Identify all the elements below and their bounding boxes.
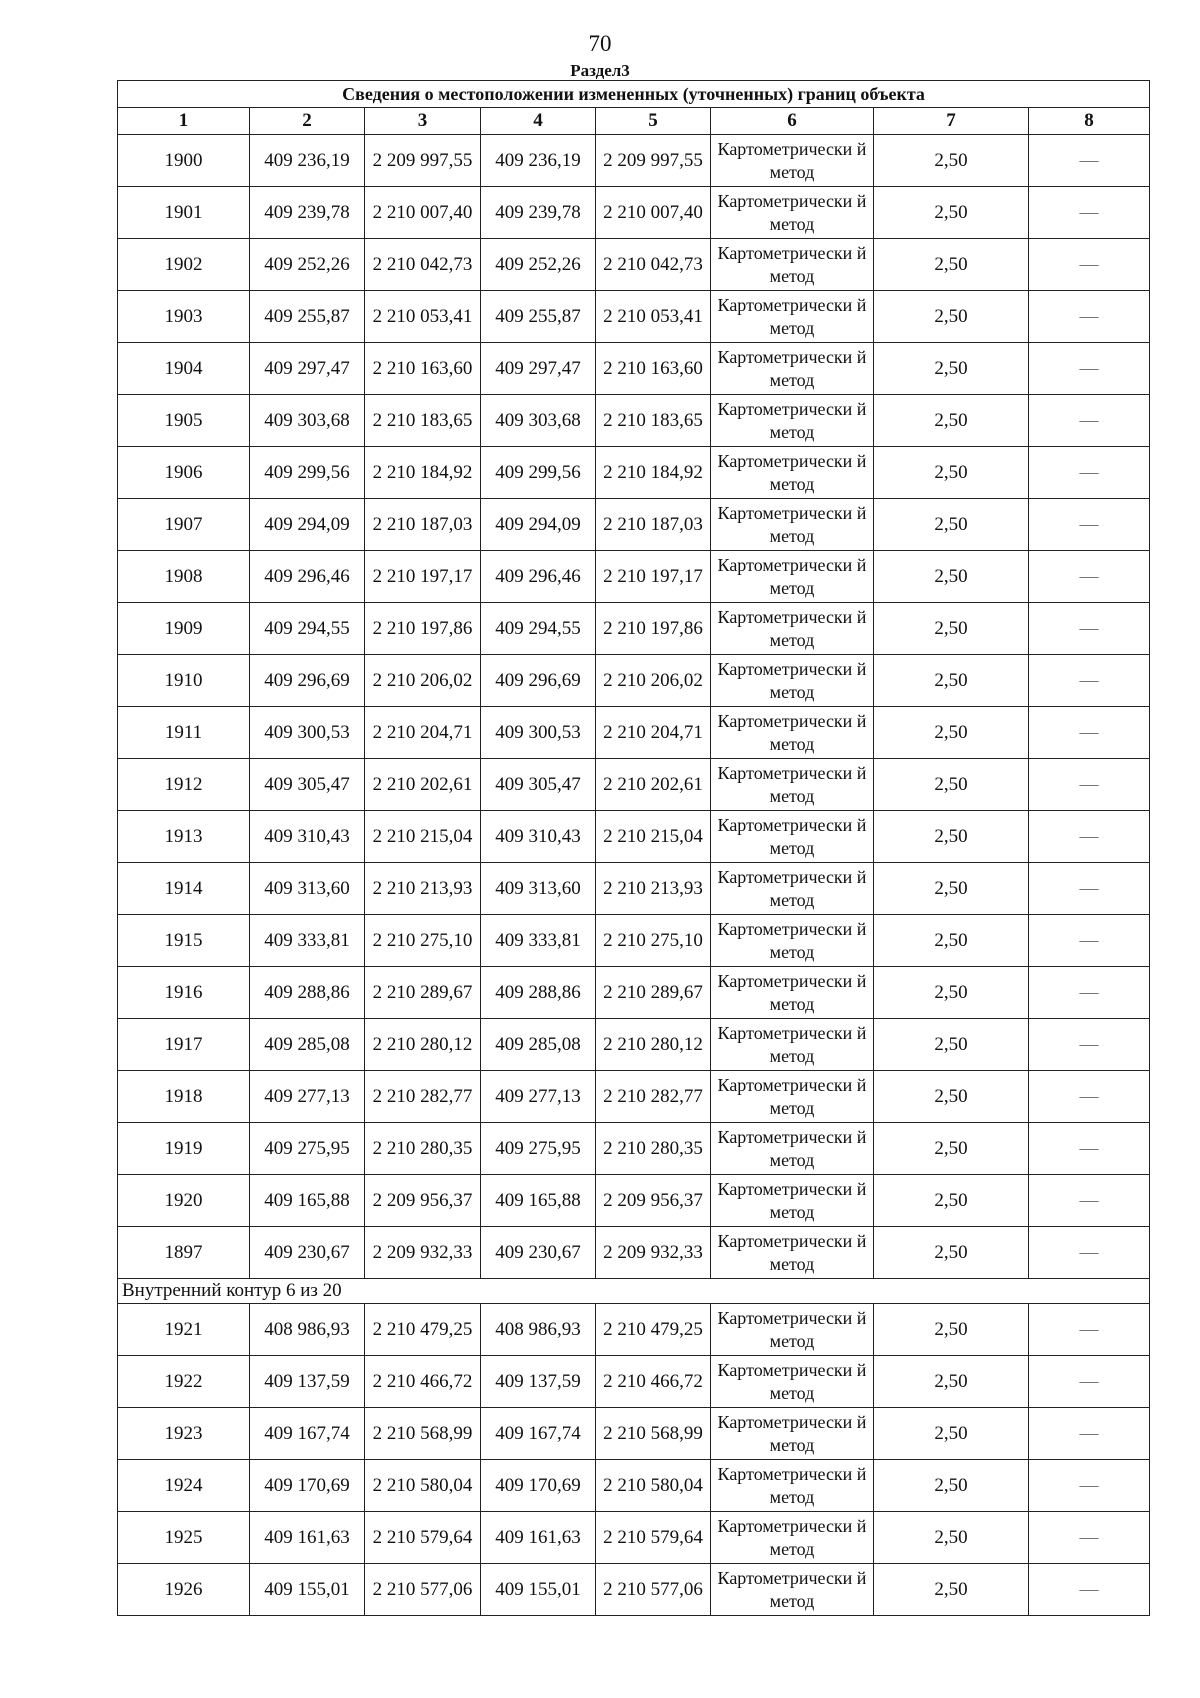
- x-new-cell: 409 303,68: [481, 395, 596, 447]
- point-number-cell: 1903: [118, 291, 250, 343]
- x-new-cell: 408 986,93: [481, 1304, 596, 1356]
- y-existing-cell: 2 210 042,73: [365, 239, 481, 291]
- x-new-cell: 409 305,47: [481, 759, 596, 811]
- y-existing-cell: 2 210 280,12: [365, 1019, 481, 1071]
- table-row: [118, 187, 1150, 239]
- x-new-cell: 409 310,43: [481, 811, 596, 863]
- x-new-cell: 409 137,59: [481, 1356, 596, 1408]
- description-cell: —: [1029, 447, 1150, 499]
- y-new-cell: 2 210 579,64: [596, 1512, 711, 1564]
- description-cell: —: [1029, 1460, 1150, 1512]
- x-existing-cell: 409 255,87: [250, 291, 365, 343]
- y-new-cell: 2 210 280,35: [596, 1123, 711, 1175]
- x-new-cell: 409 285,08: [481, 1019, 596, 1071]
- column-header-4: 4: [481, 108, 596, 135]
- y-new-cell: 2 210 577,06: [596, 1564, 711, 1616]
- x-new-cell: 409 155,01: [481, 1564, 596, 1616]
- accuracy-cell: 2,50: [874, 1175, 1029, 1227]
- page-number: 70: [588, 31, 612, 56]
- accuracy-cell: 2,50: [874, 1227, 1029, 1279]
- table-row: [118, 655, 1150, 707]
- x-new-cell: 409 252,26: [481, 239, 596, 291]
- y-new-cell: 2 210 213,93: [596, 863, 711, 915]
- y-existing-cell: 2 210 163,60: [365, 343, 481, 395]
- accuracy-cell: 2,50: [874, 343, 1029, 395]
- accuracy-cell: 2,50: [874, 1356, 1029, 1408]
- x-new-cell: 409 294,09: [481, 499, 596, 551]
- method-cell: Картометрически й метод: [711, 1071, 874, 1123]
- column-header-3: 3: [365, 108, 481, 135]
- x-existing-cell: 408 986,93: [250, 1304, 365, 1356]
- accuracy-cell: 2,50: [874, 395, 1029, 447]
- y-new-cell: 2 210 053,41: [596, 291, 711, 343]
- method-cell: Картометрически й метод: [711, 1460, 874, 1512]
- table-row: [118, 1175, 1150, 1227]
- accuracy-cell: 2,50: [874, 239, 1029, 291]
- description-cell: —: [1029, 1227, 1150, 1279]
- table-row: [118, 915, 1150, 967]
- point-number-cell: 1902: [118, 239, 250, 291]
- description-cell: —: [1029, 1408, 1150, 1460]
- method-cell: Картометрически й метод: [711, 291, 874, 343]
- table-row: [118, 135, 1150, 187]
- description-cell: —: [1029, 915, 1150, 967]
- point-number-cell: 1910: [118, 655, 250, 707]
- description-cell: —: [1029, 1356, 1150, 1408]
- y-existing-cell: 2 210 282,77: [365, 1071, 481, 1123]
- accuracy-cell: 2,50: [874, 1123, 1029, 1175]
- description-cell: —: [1029, 603, 1150, 655]
- point-number-cell: 1897: [118, 1227, 250, 1279]
- y-new-cell: 2 210 197,86: [596, 603, 711, 655]
- x-new-cell: 409 170,69: [481, 1460, 596, 1512]
- x-new-cell: 409 299,56: [481, 447, 596, 499]
- description-cell: —: [1029, 759, 1150, 811]
- method-cell: Картометрически й метод: [711, 135, 874, 187]
- description-cell: —: [1029, 811, 1150, 863]
- x-new-cell: 409 288,86: [481, 967, 596, 1019]
- method-cell: Картометрически й метод: [711, 551, 874, 603]
- point-number-cell: 1921: [118, 1304, 250, 1356]
- table-row: [118, 759, 1150, 811]
- y-existing-cell: 2 210 183,65: [365, 395, 481, 447]
- x-existing-cell: 409 155,01: [250, 1564, 365, 1616]
- point-number-cell: 1900: [118, 135, 250, 187]
- table-row: [118, 603, 1150, 655]
- point-number-cell: 1922: [118, 1356, 250, 1408]
- column-header-8: 8: [1029, 108, 1150, 135]
- x-existing-cell: 409 137,59: [250, 1356, 365, 1408]
- x-new-cell: 409 161,63: [481, 1512, 596, 1564]
- point-number-cell: 1913: [118, 811, 250, 863]
- column-header-1: 1: [118, 108, 250, 135]
- point-number-cell: 1905: [118, 395, 250, 447]
- point-number-cell: 1923: [118, 1408, 250, 1460]
- section-label: Раздел3: [570, 61, 630, 80]
- x-existing-cell: 409 167,74: [250, 1408, 365, 1460]
- x-new-cell: 409 296,69: [481, 655, 596, 707]
- accuracy-cell: 2,50: [874, 603, 1029, 655]
- method-cell: Картометрически й метод: [711, 1512, 874, 1564]
- table-row: [118, 967, 1150, 1019]
- method-cell: Картометрически й метод: [711, 343, 874, 395]
- table-row: [118, 1304, 1150, 1356]
- method-cell: Картометрически й метод: [711, 967, 874, 1019]
- accuracy-cell: 2,50: [874, 1071, 1029, 1123]
- x-new-cell: 409 239,78: [481, 187, 596, 239]
- point-number-cell: 1909: [118, 603, 250, 655]
- description-cell: —: [1029, 499, 1150, 551]
- method-cell: Картометрически й метод: [711, 1175, 874, 1227]
- accuracy-cell: 2,50: [874, 499, 1029, 551]
- table-row: [118, 1512, 1150, 1564]
- x-new-cell: 409 296,46: [481, 551, 596, 603]
- method-cell: Картометрически й метод: [711, 915, 874, 967]
- method-cell: Картометрически й метод: [711, 1019, 874, 1071]
- x-existing-cell: 409 303,68: [250, 395, 365, 447]
- x-new-cell: 409 236,19: [481, 135, 596, 187]
- point-number-cell: 1908: [118, 551, 250, 603]
- point-number-cell: 1907: [118, 499, 250, 551]
- contour-label: Внутренний контур 6 из 20: [118, 1279, 1150, 1304]
- point-number-cell: 1924: [118, 1460, 250, 1512]
- point-number-cell: 1916: [118, 967, 250, 1019]
- y-new-cell: 2 210 187,03: [596, 499, 711, 551]
- y-new-cell: 2 210 163,60: [596, 343, 711, 395]
- table-row: [118, 395, 1150, 447]
- description-cell: —: [1029, 1175, 1150, 1227]
- column-header-6: 6: [711, 108, 874, 135]
- y-existing-cell: 2 210 197,86: [365, 603, 481, 655]
- description-cell: —: [1029, 343, 1150, 395]
- accuracy-cell: 2,50: [874, 1019, 1029, 1071]
- y-new-cell: 2 210 289,67: [596, 967, 711, 1019]
- method-cell: Картометрически й метод: [711, 759, 874, 811]
- point-number-cell: 1926: [118, 1564, 250, 1616]
- description-cell: —: [1029, 655, 1150, 707]
- column-header-7: 7: [874, 108, 1029, 135]
- y-new-cell: 2 210 466,72: [596, 1356, 711, 1408]
- accuracy-cell: 2,50: [874, 863, 1029, 915]
- accuracy-cell: 2,50: [874, 1408, 1029, 1460]
- table-body-part-1: [118, 135, 1150, 1279]
- x-existing-cell: 409 288,86: [250, 967, 365, 1019]
- x-new-cell: 409 255,87: [481, 291, 596, 343]
- method-cell: Картометрически й метод: [711, 239, 874, 291]
- accuracy-cell: 2,50: [874, 1512, 1029, 1564]
- accuracy-cell: 2,50: [874, 915, 1029, 967]
- table-body-part-2: [118, 1304, 1150, 1616]
- accuracy-cell: 2,50: [874, 707, 1029, 759]
- table-row: [118, 551, 1150, 603]
- x-existing-cell: 409 294,09: [250, 499, 365, 551]
- x-existing-cell: 409 300,53: [250, 707, 365, 759]
- point-number-cell: 1917: [118, 1019, 250, 1071]
- y-new-cell: 2 210 202,61: [596, 759, 711, 811]
- point-number-cell: 1911: [118, 707, 250, 759]
- method-cell: Картометрически й метод: [711, 1408, 874, 1460]
- x-existing-cell: 409 333,81: [250, 915, 365, 967]
- method-cell: Картометрически й метод: [711, 811, 874, 863]
- y-existing-cell: 2 210 580,04: [365, 1460, 481, 1512]
- description-cell: —: [1029, 1071, 1150, 1123]
- table-row: [118, 499, 1150, 551]
- description-cell: —: [1029, 239, 1150, 291]
- contour-row: [118, 1279, 1150, 1304]
- y-existing-cell: 2 209 997,55: [365, 135, 481, 187]
- description-cell: —: [1029, 707, 1150, 759]
- accuracy-cell: 2,50: [874, 447, 1029, 499]
- y-existing-cell: 2 210 577,06: [365, 1564, 481, 1616]
- accuracy-cell: 2,50: [874, 1460, 1029, 1512]
- method-cell: Картометрически й метод: [711, 1356, 874, 1408]
- x-existing-cell: 409 296,46: [250, 551, 365, 603]
- y-new-cell: 2 210 568,99: [596, 1408, 711, 1460]
- y-new-cell: 2 210 184,92: [596, 447, 711, 499]
- description-cell: —: [1029, 1123, 1150, 1175]
- column-header-5: 5: [596, 108, 711, 135]
- table-row: [118, 447, 1150, 499]
- description-cell: —: [1029, 187, 1150, 239]
- y-new-cell: 2 210 204,71: [596, 707, 711, 759]
- method-cell: Картометрически й метод: [711, 395, 874, 447]
- x-existing-cell: 409 297,47: [250, 343, 365, 395]
- y-existing-cell: 2 209 932,33: [365, 1227, 481, 1279]
- table-row: [118, 1408, 1150, 1460]
- description-cell: —: [1029, 395, 1150, 447]
- y-existing-cell: 2 210 053,41: [365, 291, 481, 343]
- table-row: [118, 343, 1150, 395]
- method-cell: Картометрически й метод: [711, 1564, 874, 1616]
- x-existing-cell: 409 230,67: [250, 1227, 365, 1279]
- x-new-cell: 409 313,60: [481, 863, 596, 915]
- y-existing-cell: 2 210 289,67: [365, 967, 481, 1019]
- y-new-cell: 2 209 997,55: [596, 135, 711, 187]
- table-row: [118, 1123, 1150, 1175]
- x-new-cell: 409 165,88: [481, 1175, 596, 1227]
- y-existing-cell: 2 210 275,10: [365, 915, 481, 967]
- accuracy-cell: 2,50: [874, 1564, 1029, 1616]
- x-new-cell: 409 300,53: [481, 707, 596, 759]
- method-cell: Картометрически й метод: [711, 187, 874, 239]
- x-existing-cell: 409 252,26: [250, 239, 365, 291]
- point-number-cell: 1914: [118, 863, 250, 915]
- point-number-cell: 1925: [118, 1512, 250, 1564]
- method-cell: Картометрически й метод: [711, 603, 874, 655]
- point-number-cell: 1901: [118, 187, 250, 239]
- x-existing-cell: 409 161,63: [250, 1512, 365, 1564]
- accuracy-cell: 2,50: [874, 291, 1029, 343]
- method-cell: Картометрически й метод: [711, 707, 874, 759]
- point-number-cell: 1912: [118, 759, 250, 811]
- description-cell: —: [1029, 1512, 1150, 1564]
- method-cell: Картометрически й метод: [711, 499, 874, 551]
- x-existing-cell: 409 305,47: [250, 759, 365, 811]
- table-row: [118, 863, 1150, 915]
- x-new-cell: 409 297,47: [481, 343, 596, 395]
- accuracy-cell: 2,50: [874, 135, 1029, 187]
- y-existing-cell: 2 210 579,64: [365, 1512, 481, 1564]
- x-existing-cell: 409 285,08: [250, 1019, 365, 1071]
- description-cell: —: [1029, 551, 1150, 603]
- y-existing-cell: 2 210 213,93: [365, 863, 481, 915]
- description-cell: —: [1029, 967, 1150, 1019]
- y-existing-cell: 2 210 280,35: [365, 1123, 481, 1175]
- point-number-cell: 1915: [118, 915, 250, 967]
- x-existing-cell: 409 239,78: [250, 187, 365, 239]
- method-cell: Картометрически й метод: [711, 1123, 874, 1175]
- point-number-cell: 1919: [118, 1123, 250, 1175]
- y-new-cell: 2 210 206,02: [596, 655, 711, 707]
- accuracy-cell: 2,50: [874, 551, 1029, 603]
- x-existing-cell: 409 165,88: [250, 1175, 365, 1227]
- accuracy-cell: 2,50: [874, 811, 1029, 863]
- table-row: [118, 811, 1150, 863]
- x-new-cell: 409 294,55: [481, 603, 596, 655]
- y-new-cell: 2 210 197,17: [596, 551, 711, 603]
- point-number-cell: 1918: [118, 1071, 250, 1123]
- table-row: [118, 707, 1150, 759]
- table-row: [118, 239, 1150, 291]
- table-row: [118, 1460, 1150, 1512]
- table-row: [118, 1019, 1150, 1071]
- x-existing-cell: 409 310,43: [250, 811, 365, 863]
- y-new-cell: 2 210 479,25: [596, 1304, 711, 1356]
- accuracy-cell: 2,50: [874, 1304, 1029, 1356]
- x-existing-cell: 409 299,56: [250, 447, 365, 499]
- column-number-header-row: [118, 108, 1150, 135]
- method-cell: Картометрически й метод: [711, 447, 874, 499]
- y-new-cell: 2 210 183,65: [596, 395, 711, 447]
- point-number-cell: 1920: [118, 1175, 250, 1227]
- y-new-cell: 2 210 007,40: [596, 187, 711, 239]
- x-new-cell: 409 277,13: [481, 1071, 596, 1123]
- y-new-cell: 2 210 280,12: [596, 1019, 711, 1071]
- table-row: [118, 1564, 1150, 1616]
- column-header-2: 2: [250, 108, 365, 135]
- y-existing-cell: 2 210 202,61: [365, 759, 481, 811]
- accuracy-cell: 2,50: [874, 187, 1029, 239]
- y-new-cell: 2 210 215,04: [596, 811, 711, 863]
- y-new-cell: 2 209 956,37: [596, 1175, 711, 1227]
- y-new-cell: 2 210 042,73: [596, 239, 711, 291]
- description-cell: —: [1029, 291, 1150, 343]
- x-new-cell: 409 275,95: [481, 1123, 596, 1175]
- x-existing-cell: 409 277,13: [250, 1071, 365, 1123]
- accuracy-cell: 2,50: [874, 655, 1029, 707]
- method-cell: Картометрически й метод: [711, 1304, 874, 1356]
- point-number-cell: 1904: [118, 343, 250, 395]
- y-existing-cell: 2 210 206,02: [365, 655, 481, 707]
- x-existing-cell: 409 275,95: [250, 1123, 365, 1175]
- y-new-cell: 2 210 275,10: [596, 915, 711, 967]
- y-existing-cell: 2 209 956,37: [365, 1175, 481, 1227]
- y-existing-cell: 2 210 187,03: [365, 499, 481, 551]
- x-existing-cell: 409 236,19: [250, 135, 365, 187]
- method-cell: Картометрически й метод: [711, 1227, 874, 1279]
- x-new-cell: 409 333,81: [481, 915, 596, 967]
- accuracy-cell: 2,50: [874, 759, 1029, 811]
- y-new-cell: 2 210 282,77: [596, 1071, 711, 1123]
- table-row: [118, 1356, 1150, 1408]
- table-title: Сведения о местоположении измененных (уточненных) границ объекта: [118, 81, 1150, 108]
- description-cell: —: [1029, 135, 1150, 187]
- y-new-cell: 2 210 580,04: [596, 1460, 711, 1512]
- table-row: [118, 291, 1150, 343]
- x-existing-cell: 409 296,69: [250, 655, 365, 707]
- table-row: [118, 1071, 1150, 1123]
- description-cell: —: [1029, 863, 1150, 915]
- point-number-cell: 1906: [118, 447, 250, 499]
- y-existing-cell: 2 210 215,04: [365, 811, 481, 863]
- method-cell: Картометрически й метод: [711, 863, 874, 915]
- y-existing-cell: 2 210 479,25: [365, 1304, 481, 1356]
- y-new-cell: 2 209 932,33: [596, 1227, 711, 1279]
- table-row: [118, 1227, 1150, 1279]
- x-new-cell: 409 167,74: [481, 1408, 596, 1460]
- y-existing-cell: 2 210 197,17: [365, 551, 481, 603]
- boundary-coordinates-table: [117, 80, 1150, 1616]
- description-cell: —: [1029, 1564, 1150, 1616]
- y-existing-cell: 2 210 007,40: [365, 187, 481, 239]
- x-new-cell: 409 230,67: [481, 1227, 596, 1279]
- y-existing-cell: 2 210 568,99: [365, 1408, 481, 1460]
- description-cell: —: [1029, 1304, 1150, 1356]
- y-existing-cell: 2 210 184,92: [365, 447, 481, 499]
- x-existing-cell: 409 294,55: [250, 603, 365, 655]
- x-existing-cell: 409 313,60: [250, 863, 365, 915]
- x-existing-cell: 409 170,69: [250, 1460, 365, 1512]
- method-cell: Картометрически й метод: [711, 655, 874, 707]
- y-existing-cell: 2 210 466,72: [365, 1356, 481, 1408]
- accuracy-cell: 2,50: [874, 967, 1029, 1019]
- y-existing-cell: 2 210 204,71: [365, 707, 481, 759]
- description-cell: —: [1029, 1019, 1150, 1071]
